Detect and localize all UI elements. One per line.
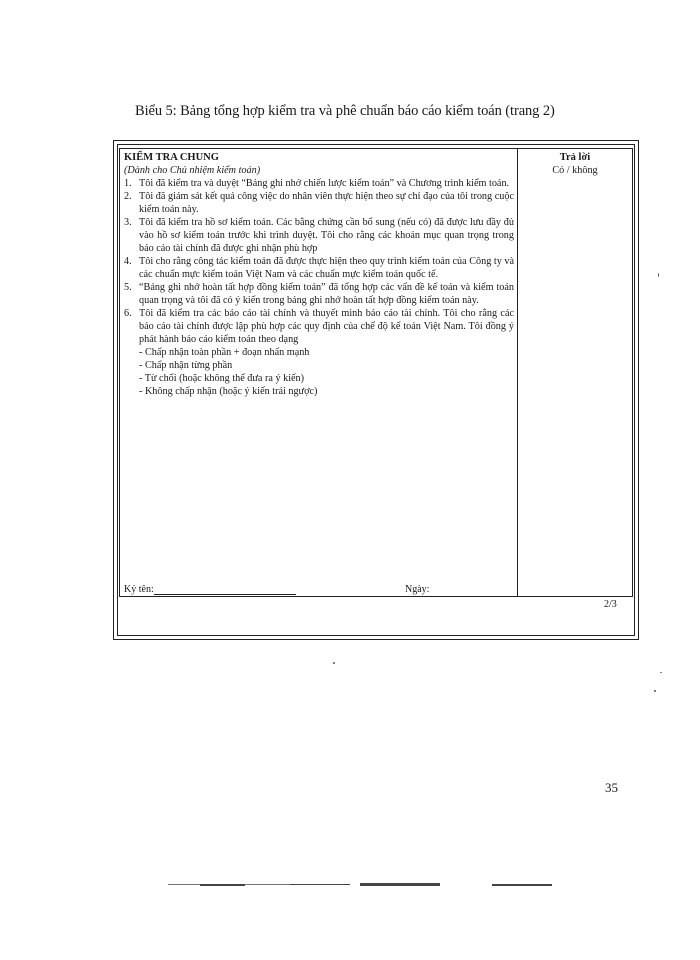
scan-speck	[333, 662, 335, 664]
item-number: 5.	[124, 282, 132, 293]
checklist-item	[124, 190, 514, 216]
checklist-item	[124, 177, 514, 190]
scan-artifact-line	[290, 884, 350, 885]
item-number: 2.	[124, 191, 132, 202]
date-label: Ngày:	[405, 584, 430, 595]
scan-artifact-line	[200, 884, 245, 886]
answer-subheader: Có / không	[552, 165, 598, 176]
item-text: Tôi đã kiểm tra hồ sơ kiểm toán. Các bằng chứng cần bổ sung (nếu có) đã được lưu đầy đủ vào hồ sơ kiểm toán trước khi trình duyệt. Tôi cho rằng các khoản mục quan trọng trong báo cáo tài chính đã được ghi nhận phù hợp	[139, 217, 514, 254]
item-number: 3.	[124, 217, 132, 228]
signature-line[interactable]	[154, 584, 296, 595]
opinion-option: - Từ chối (hoặc không thể đưa ra ý kiến)	[139, 373, 305, 384]
opinion-option: - Không chấp nhận (hoặc ý kiến trái ngược)	[139, 386, 318, 397]
checklist-items	[124, 177, 514, 346]
item-text: Tôi đã kiểm tra các báo cáo tài chính và thuyết minh báo cáo tài chính. Tôi cho rằng các báo cáo tài chính được lập phù hợp các quy định của chế độ kế toán Việt Nam. Tôi đồng ý phát hành báo cáo kiểm toán theo dạng	[139, 308, 514, 345]
signature-field[interactable]	[124, 584, 296, 595]
opinion-options	[124, 346, 514, 398]
item-text: Tôi đã kiểm tra và duyệt “Bảng ghi nhớ chiến lược kiểm toán” và Chương trình kiểm toán.	[139, 178, 510, 189]
item-number: 6.	[124, 308, 132, 319]
opinion-option: - Chấp nhận toàn phần + đoạn nhấn mạnh	[139, 347, 310, 358]
column-divider	[517, 148, 518, 597]
item-text: Tôi cho rằng công tác kiểm toán đã được thực hiện theo quy trình kiểm toán của Công ty và các chuẩn mực kiểm toán Việt Nam và các chuẩn mực kiểm toán quốc tế.	[139, 256, 514, 280]
checklist-item	[124, 216, 514, 255]
item-number: 1.	[124, 178, 132, 189]
section-heading: KIỂM TRA CHUNG	[124, 152, 219, 163]
answer-header: Trả lời	[559, 152, 591, 163]
opinion-option: - Chấp nhận từng phần	[139, 360, 233, 371]
scan-artifact-line	[360, 883, 440, 886]
signature-label: Ký tên:	[124, 584, 154, 595]
scan-speck	[654, 690, 656, 692]
item-number: 4.	[124, 256, 132, 267]
checklist-item	[124, 281, 514, 307]
checklist-item	[124, 255, 514, 281]
scan-speck	[660, 672, 662, 673]
checklist-item	[124, 307, 514, 346]
document-title: Biểu 5: Bảng tổng hợp kiểm tra và phê chuẩn báo cáo kiểm toán (trang 2)	[135, 103, 555, 119]
section-subheading: (Dành cho Chủ nhiệm kiểm toán)	[124, 165, 261, 176]
item-text: Tôi đã giám sát kết quả công việc do nhân viên thực hiện theo sự chỉ đạo của tôi trong cuộc kiểm toán này.	[139, 191, 514, 215]
scan-artifact-line	[492, 884, 552, 886]
checklist-content	[124, 151, 514, 398]
page-number: 35	[605, 780, 618, 795]
scan-speck	[658, 273, 659, 277]
date-field[interactable]	[405, 584, 429, 595]
form-page-indicator: 2/3	[604, 599, 617, 610]
item-text: “Bảng ghi nhớ hoàn tất hợp đồng kiểm toán” đã tổng hợp các vấn đề kế toán và kiểm toán quan trọng và tôi đã có ý kiến trong bảng ghi nhớ hoàn tất hợp đồng kiểm toán này.	[139, 282, 514, 306]
answer-column	[519, 151, 631, 177]
